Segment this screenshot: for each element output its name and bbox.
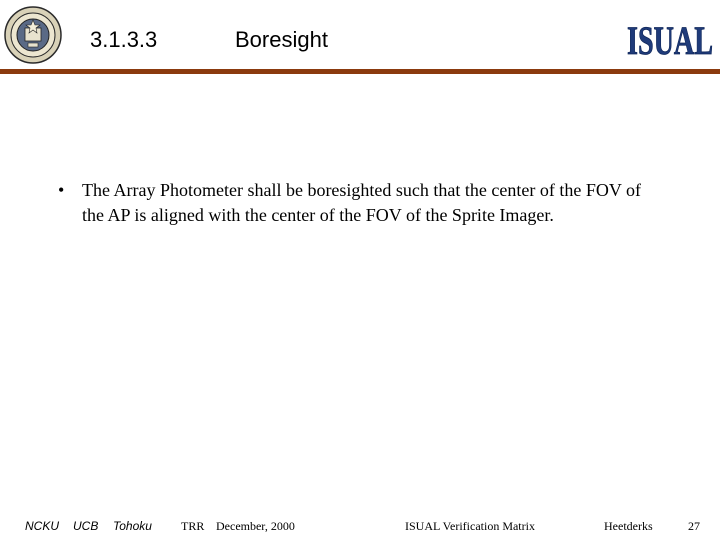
footer-author: Heetderks bbox=[604, 519, 653, 533]
section-number: 3.1.3.3 bbox=[90, 27, 158, 52]
svg-text:ISUAL: ISUAL bbox=[627, 18, 713, 63]
bullet-text: The Array Photometer shall be boresighted such that the center of the FOV of the AP is aligned with the center of the FOV of the Sprite Imager. bbox=[82, 180, 642, 225]
footer-page-number: 27 bbox=[688, 519, 700, 533]
footer-document-title: ISUAL Verification Matrix bbox=[405, 519, 535, 533]
footer-event: TRR bbox=[181, 519, 205, 533]
footer-org-ncku: NCKU bbox=[25, 519, 60, 533]
header-divider bbox=[0, 69, 720, 74]
bullet-marker: • bbox=[58, 180, 65, 200]
university-seal-icon bbox=[4, 6, 62, 64]
footer-org-ucb: UCB bbox=[73, 519, 99, 533]
footer-org-tohoku: Tohoku bbox=[113, 519, 152, 533]
slide-title: Boresight bbox=[235, 27, 328, 52]
isual-logo bbox=[624, 16, 716, 64]
footer-date: December, 2000 bbox=[216, 519, 295, 533]
